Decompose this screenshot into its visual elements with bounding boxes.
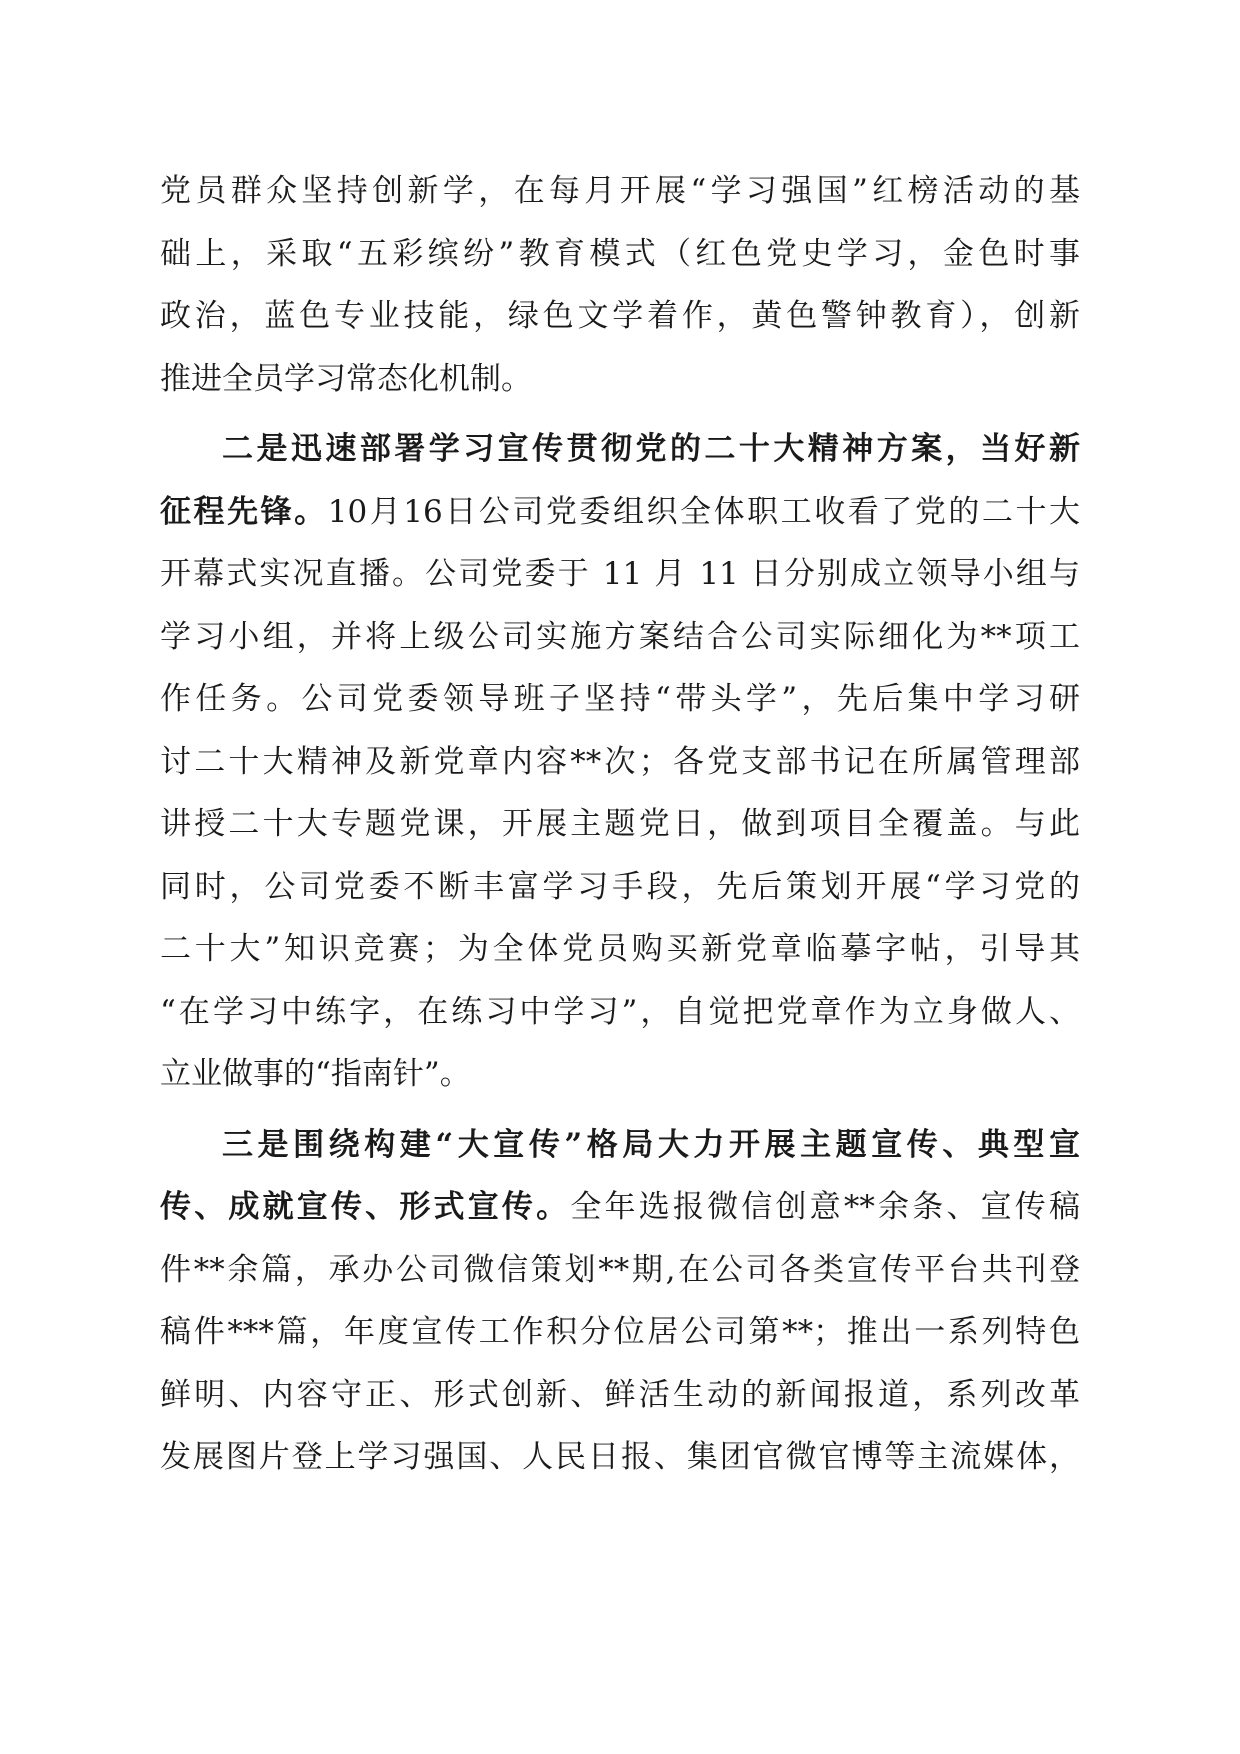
section-heading-end: 征程先锋。 [160,493,328,530]
text-line [160,1176,1080,1239]
text-line: “在学习中练字，在练习中学习”，自觉把党章作为立身做人、 [160,993,1080,1030]
paragraph-2 [160,418,1080,1106]
text-line: 二十大”知识竞赛；为全体党员购买新党章临摹字帖，引导其 [160,931,1080,967]
text-line: 学习小组，并将上级公司实施方案结合公司实际细化为**项工 [160,618,1080,655]
text-line: 讲授二十大专题党课，开展主题党日，做到项目全覆盖。与此 [160,806,1080,842]
text-line: 开幕式实况直播。公司党委于 11 月 11 日分别成立领导小组与 [160,556,1080,592]
text-line: 同时，公司党委不断丰富学习手段，先后策划开展“学习党的 [160,868,1080,905]
text-line-rest: 全年选报微信创意**余条、宣传稿 [570,1189,1081,1225]
section-heading-end: 传、成就宣传、形式宣传。 [160,1189,571,1225]
text-line: 鲜明、内容守正、形式创新、鲜活生动的新闻报道，系列改革 [160,1376,1080,1413]
text-line: 政治，蓝色专业技能，绿色文学着作，黄色警钟教育），创新 [160,298,1080,334]
document-body [160,160,1080,1489]
text-line: 立业做事的“指南针”。 [160,1056,471,1092]
text-line: 推进全员学习常态化机制。 [160,360,532,397]
text-line: 作任务。公司党委领导班子坚持“带头学”，先后集中学习研 [160,681,1080,717]
text-line: 稿件***篇，年度宣传工作积分位居公司第**；推出一系列特色 [160,1314,1080,1350]
text-line: 党员群众坚持创新学，在每月开展“学习强国”红榜活动的基 [160,173,1080,209]
section-heading: 三是围绕构建“大宣传”格局大力开展主题宣传、典型宣 [222,1126,1080,1163]
text-line-rest: 10月16日公司党委组织全体职工收看了党的二十大 [327,493,1081,530]
text-line [160,481,1080,544]
paragraph-3 [160,1114,1080,1489]
text-line: 讨二十大精神及新党章内容**次；各党支部书记在所属管理部 [160,743,1080,780]
text-line: 件**余篇，承办公司微信策划**期,在公司各类宣传平台共刊登 [160,1251,1080,1288]
text-line: 发展图片登上学习强国、人民日报、集团官微官博等主流媒体， [160,1439,1080,1475]
text-line: 础上，采取“五彩缤纷”教育模式（红色党史学习，金色时事 [160,235,1080,272]
paragraph-1 [160,160,1080,410]
section-heading: 二是迅速部署学习宣传贯彻党的二十大精神方案，当好新 [222,431,1080,467]
